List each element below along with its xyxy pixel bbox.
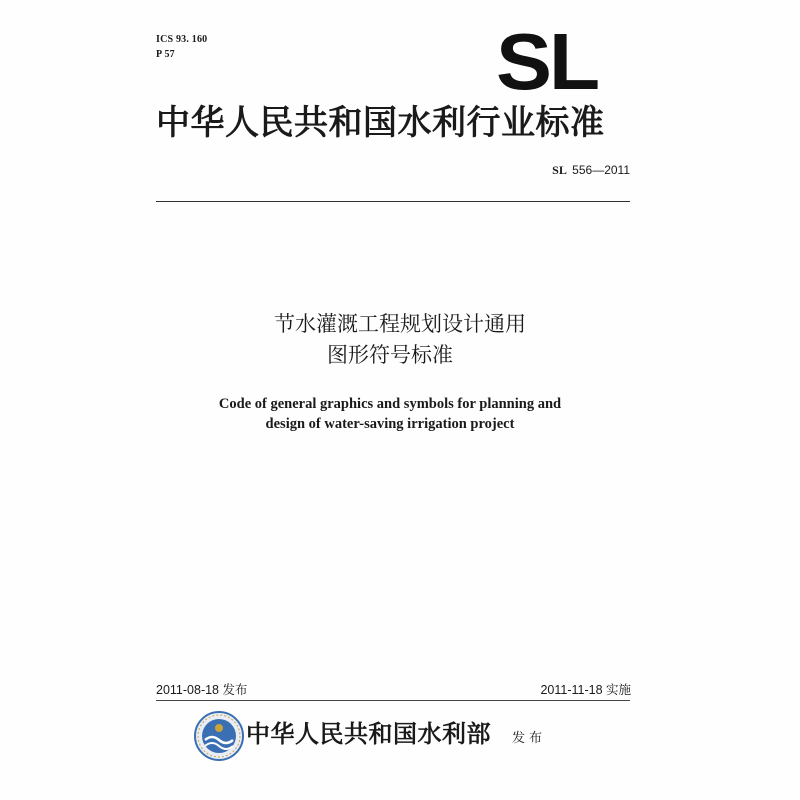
standard-number: [552, 163, 630, 178]
english-title-line-1: Code of general graphics and symbols for planning and: [218, 396, 562, 412]
ics-code: ICS 93. 160: [156, 34, 208, 45]
english-title-line-2: design of water-saving irrigation project: [265, 416, 515, 432]
issuing-authority: 中华人民共和国水利部: [246, 720, 491, 748]
issue-date: 2011-08-18 发布: [156, 683, 248, 697]
chinese-title-line-2: 图形符号标准: [327, 343, 453, 367]
standard-number-prefix: SL: [552, 163, 567, 177]
sl-logo: SL: [496, 17, 598, 106]
chinese-title-line-1: 节水灌溉工程规划设计通用: [274, 312, 526, 336]
classification-code: P 57: [156, 49, 175, 60]
publish-label: 发布: [512, 731, 547, 746]
header-divider: [156, 201, 630, 202]
standard-number-value: 556—2011: [572, 163, 630, 177]
industry-standard-title: 中华人民共和国水利行业标准: [156, 103, 605, 143]
implementation-date: 2011-11-18 实施: [540, 683, 631, 697]
footer-divider: [156, 700, 630, 701]
ics-block: [156, 32, 207, 62]
ministry-emblem-icon: [193, 710, 245, 762]
